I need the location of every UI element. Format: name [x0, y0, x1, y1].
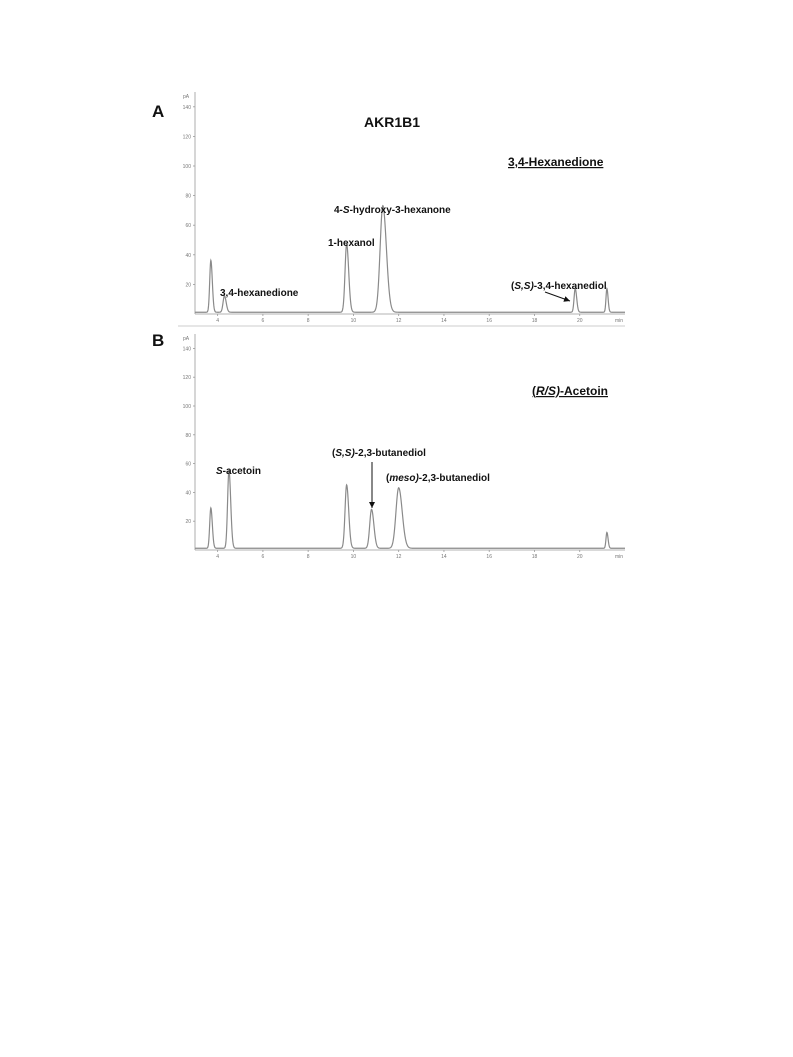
peak-label-part: -acetoin [222, 466, 262, 477]
panel-b-subtitle [532, 384, 608, 398]
x-tick-label: 18 [531, 554, 538, 560]
x-tick-label: 20 [576, 318, 583, 324]
y-tick-label: 140 [182, 346, 191, 353]
y-tick-label: 20 [185, 282, 191, 289]
peak-label-part: -2,3-butanediol [354, 448, 426, 459]
x-tick-label: 18 [531, 318, 538, 324]
y-tick-label: 140 [182, 104, 191, 111]
peak-arrow [545, 292, 570, 301]
peak-label [220, 288, 299, 299]
peak-label-part: S [342, 205, 350, 216]
panel-a-title: AKR1B1 [364, 114, 421, 130]
peak-label [332, 448, 426, 459]
peak-label-part: ( [386, 473, 390, 484]
peak-label [386, 473, 490, 484]
x-tick-label: 16 [486, 554, 492, 560]
y-unit-label: pA [183, 94, 190, 100]
y-tick-label: 80 [185, 193, 191, 200]
x-tick-label: 4 [216, 554, 220, 560]
peak-label-part: 3,4-hexanedione [220, 288, 299, 299]
peak-label-part: 4- [334, 205, 343, 216]
x-unit-label: min [614, 554, 623, 560]
y-tick-label: 40 [185, 490, 191, 497]
panel-b-subtitle-part: -Acetoin [560, 384, 608, 398]
y-tick-label: 40 [185, 252, 191, 259]
x-tick-label: 20 [576, 554, 583, 560]
peak-label-part: ( [332, 448, 336, 459]
y-tick-label: 120 [182, 375, 191, 382]
x-tick-label: 12 [395, 318, 402, 324]
y-unit-label: pA [183, 336, 190, 342]
peak-label [334, 205, 451, 216]
y-tick-label: 80 [185, 432, 191, 439]
x-tick-label: 4 [216, 318, 220, 324]
peak-label [511, 281, 607, 292]
x-tick-label: 12 [395, 554, 402, 560]
x-tick-label: 8 [306, 318, 310, 324]
peak-label [216, 466, 261, 477]
peak-label-part: -hydroxy-3-hexanone [349, 205, 451, 216]
panel-letter-b: B [152, 331, 165, 350]
y-tick-label: 100 [182, 404, 191, 410]
peak-label-part: 1-hexanol [328, 238, 375, 249]
peak-label-part: ( [511, 281, 515, 292]
peak-label-part: -2,3-butanediol [418, 473, 490, 484]
x-tick-label: 6 [261, 554, 265, 560]
y-tick-label: 60 [185, 461, 191, 468]
panel-b-subtitle-part: ( [532, 384, 536, 398]
panel-a-subtitle [508, 155, 604, 169]
peak-label-part: S,S) [514, 281, 534, 292]
peak-label-part: meso) [389, 473, 419, 484]
y-tick-label: 100 [182, 164, 191, 170]
x-tick-label: 14 [441, 554, 447, 560]
x-tick-label: 6 [261, 318, 265, 324]
y-tick-label: 20 [185, 519, 191, 526]
y-tick-label: 120 [182, 134, 191, 141]
x-tick-label: 8 [306, 554, 310, 560]
y-tick-label: 60 [185, 223, 191, 230]
x-tick-label: 10 [350, 318, 357, 324]
panel-a-subtitle-part: 3,4-Hexanedione [508, 155, 604, 169]
peak-label-part: S [216, 466, 223, 477]
x-unit-label: min [614, 318, 623, 324]
x-tick-label: 10 [350, 554, 357, 560]
peak-label [328, 238, 375, 249]
peak-label-part: -3,4-hexanediol [533, 281, 607, 292]
panel-letter-a: A [152, 102, 165, 121]
panel-b-subtitle-part: R/S) [536, 384, 560, 398]
peak-label-part: S,S) [335, 448, 355, 459]
x-tick-label: 14 [441, 318, 447, 324]
x-tick-label: 16 [486, 318, 492, 324]
